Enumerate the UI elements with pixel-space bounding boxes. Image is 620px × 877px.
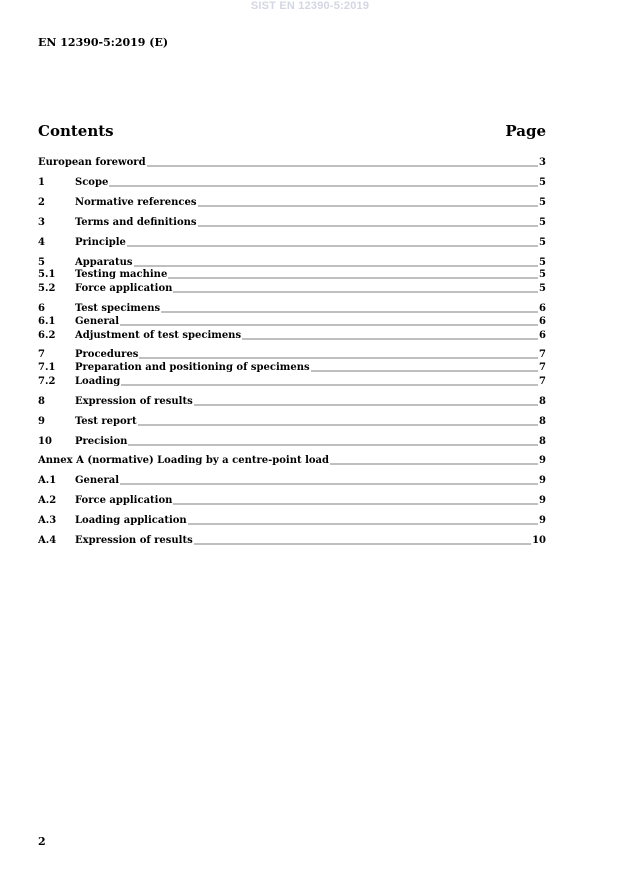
toc-entry[interactable] bbox=[38, 303, 546, 315]
toc-entry-page: 3 bbox=[539, 157, 546, 168]
toc-entry-number: 9 bbox=[38, 416, 45, 427]
toc-entry-title: Annex A (normative) Loading by a centre-point load bbox=[38, 455, 330, 466]
toc-entry-number: 1 bbox=[38, 177, 45, 188]
toc-entry-number: 5.2 bbox=[38, 283, 56, 294]
toc-entry-number: 7.2 bbox=[38, 376, 56, 387]
document-id: EN 12390-5:2019 (E) bbox=[38, 36, 169, 49]
toc-entry[interactable] bbox=[38, 257, 546, 269]
watermark: SIST EN 12390-5:2019 bbox=[250, 0, 370, 12]
toc-dot-leader bbox=[173, 496, 538, 505]
toc-entry-number: 4 bbox=[38, 237, 45, 248]
toc-entry-title: Terms and definitions bbox=[75, 217, 197, 228]
toc-entry-page: 8 bbox=[539, 416, 546, 427]
toc-dot-leader bbox=[311, 363, 538, 372]
toc-entry-page: 5 bbox=[539, 177, 546, 188]
toc-entry-number: 7 bbox=[38, 349, 45, 360]
toc-dot-leader bbox=[161, 304, 538, 313]
toc-entry-page: 8 bbox=[539, 396, 546, 407]
toc-entry-title: Preparation and positioning of specimens bbox=[75, 362, 310, 373]
toc-entry-number: 2 bbox=[38, 197, 45, 208]
toc-dot-leader bbox=[194, 397, 538, 406]
toc-entry-title: Test report bbox=[75, 416, 137, 427]
toc-entry-title: European foreword bbox=[38, 157, 146, 168]
toc-entry-title: Expression of results bbox=[75, 396, 193, 407]
toc-entry-title: General bbox=[75, 475, 120, 486]
toc-entry-number: 6.2 bbox=[38, 330, 56, 341]
toc-entry[interactable] bbox=[38, 283, 546, 295]
toc-entry[interactable] bbox=[38, 475, 546, 487]
toc-entry-number: A.4 bbox=[38, 535, 57, 546]
toc-entry[interactable] bbox=[38, 396, 546, 408]
toc-entry-page: 5 bbox=[539, 217, 546, 228]
toc-entry-title: Force application bbox=[75, 283, 173, 294]
toc-dot-leader bbox=[188, 516, 538, 525]
toc-entry-number: A.1 bbox=[38, 475, 57, 486]
toc-dot-leader bbox=[139, 350, 538, 359]
toc-entry-number: 5.1 bbox=[38, 269, 56, 280]
toc-entry-page: 8 bbox=[539, 436, 546, 447]
toc-dot-leader bbox=[198, 198, 539, 207]
toc-entry-title: Procedures bbox=[75, 349, 139, 360]
toc-entry-number: 6 bbox=[38, 303, 45, 314]
toc-entry-title: Principle bbox=[75, 237, 126, 248]
toc-page-column-heading: Page bbox=[505, 122, 546, 140]
toc-dot-leader bbox=[120, 317, 538, 326]
toc-entry[interactable] bbox=[38, 515, 546, 527]
toc-dot-leader bbox=[120, 476, 538, 485]
toc-dot-leader bbox=[198, 218, 539, 227]
toc-entry-page: 10 bbox=[532, 535, 546, 546]
toc-dot-leader bbox=[134, 258, 539, 267]
toc-entry-number: 3 bbox=[38, 217, 45, 228]
toc-entry-page: 5 bbox=[539, 257, 546, 268]
toc-entry-title: Scope bbox=[75, 177, 109, 188]
toc-entry[interactable] bbox=[38, 177, 546, 189]
toc-dot-leader bbox=[242, 331, 538, 340]
toc-entry[interactable] bbox=[38, 362, 546, 374]
toc-entry[interactable] bbox=[38, 157, 546, 169]
toc-dot-leader bbox=[121, 377, 538, 386]
toc-entry-page: 9 bbox=[539, 475, 546, 486]
toc-dot-leader bbox=[128, 437, 538, 446]
toc-entry-page: 5 bbox=[539, 283, 546, 294]
toc-entry-number: 10 bbox=[38, 436, 52, 447]
toc-entry-number: 8 bbox=[38, 396, 45, 407]
toc-entry-title: Adjustment of test specimens bbox=[75, 330, 242, 341]
toc-entry-number: 5 bbox=[38, 257, 45, 268]
toc-entry-page: 7 bbox=[539, 349, 546, 360]
toc-entry[interactable] bbox=[38, 535, 546, 547]
toc-entry-number: 6.1 bbox=[38, 316, 56, 327]
toc-entry-title: Loading bbox=[75, 376, 121, 387]
toc-entry-title: Apparatus bbox=[75, 257, 133, 268]
toc-entry[interactable] bbox=[38, 316, 546, 328]
toc-entry[interactable] bbox=[38, 349, 546, 361]
toc-entry-page: 9 bbox=[539, 455, 546, 466]
toc-entry-number: A.2 bbox=[38, 495, 57, 506]
toc-entry-page: 5 bbox=[539, 197, 546, 208]
toc-entry-title: Normative references bbox=[75, 197, 197, 208]
toc-entry-page: 9 bbox=[539, 515, 546, 526]
toc-heading: Contents bbox=[38, 122, 114, 140]
toc-entry-number: 7.1 bbox=[38, 362, 56, 373]
toc-entry-page: 5 bbox=[539, 269, 546, 280]
toc-entry-title: General bbox=[75, 316, 120, 327]
toc-entry-title: Testing machine bbox=[75, 269, 168, 280]
toc-dot-leader bbox=[330, 456, 538, 465]
toc-entry-page: 7 bbox=[539, 376, 546, 387]
toc-entry-title: Force application bbox=[75, 495, 173, 506]
toc-entry-title: Loading application bbox=[75, 515, 187, 526]
toc-entry-number: A.3 bbox=[38, 515, 57, 526]
toc-dot-leader bbox=[168, 270, 538, 279]
toc-entry[interactable] bbox=[38, 436, 546, 448]
toc-entry-title: Test specimens bbox=[75, 303, 161, 314]
toc-entry[interactable] bbox=[38, 217, 546, 229]
toc-entry-page: 6 bbox=[539, 330, 546, 341]
toc-entry-page: 6 bbox=[539, 316, 546, 327]
toc-entry-page: 9 bbox=[539, 495, 546, 506]
toc-entry-page: 7 bbox=[539, 362, 546, 373]
toc-entry-page: 5 bbox=[539, 237, 546, 248]
page-number: 2 bbox=[38, 835, 46, 848]
toc-entry-title: Precision bbox=[75, 436, 128, 447]
toc-dot-leader bbox=[194, 536, 531, 545]
toc-dot-leader bbox=[147, 158, 538, 167]
toc-entry[interactable] bbox=[38, 376, 546, 388]
toc-entry[interactable] bbox=[38, 269, 546, 281]
toc-entry[interactable] bbox=[38, 495, 546, 507]
toc-dot-leader bbox=[138, 417, 538, 426]
toc-dot-leader bbox=[173, 284, 538, 293]
toc-entry[interactable] bbox=[38, 416, 546, 428]
toc-entry-page: 6 bbox=[539, 303, 546, 314]
toc-dot-leader bbox=[127, 238, 538, 247]
toc-entry[interactable] bbox=[38, 197, 546, 209]
toc-entry[interactable] bbox=[38, 237, 546, 249]
toc-entry[interactable] bbox=[38, 455, 546, 467]
toc-entry-title: Expression of results bbox=[75, 535, 193, 546]
toc-dot-leader bbox=[109, 178, 538, 187]
toc-entry[interactable] bbox=[38, 330, 546, 342]
